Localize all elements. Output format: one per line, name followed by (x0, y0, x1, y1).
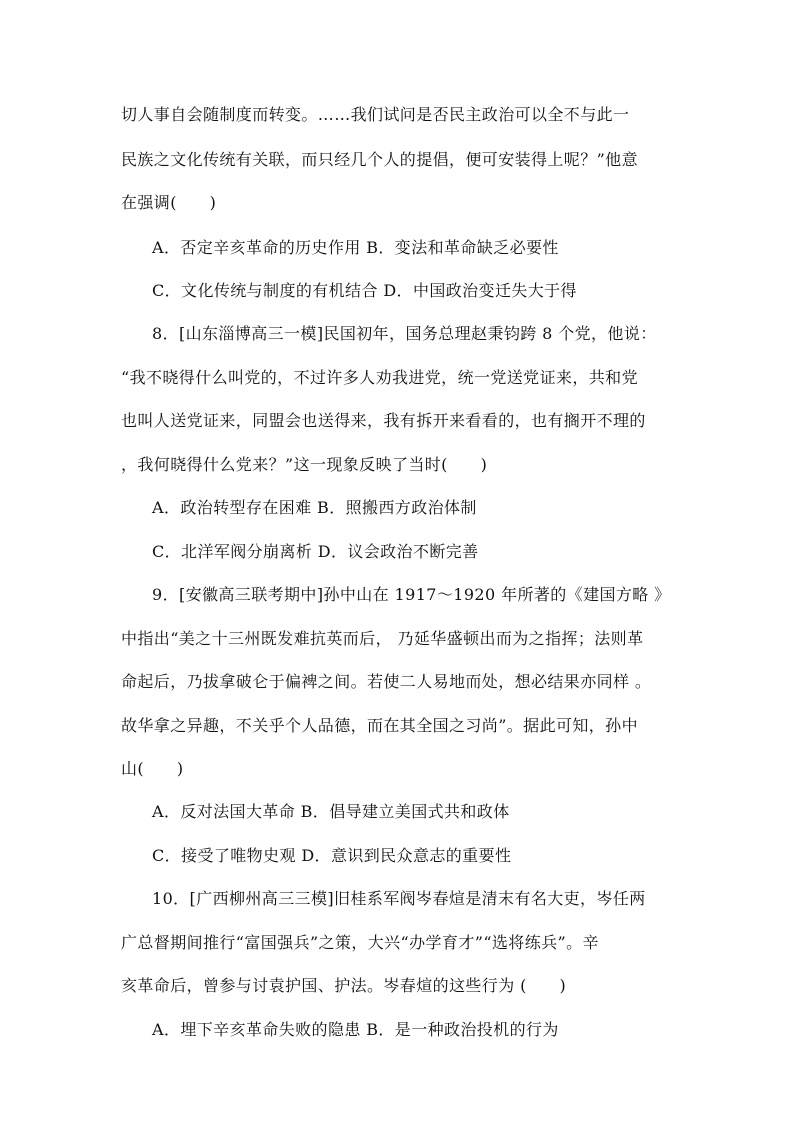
question-7-text-line-1: 切人事自会随制度而转变。……我们试问是否民主政治可以全不与此一 (121, 105, 630, 124)
question-7-text-line-2: 民族之文化传统有关联，而只经几个人的提倡，便可安装得上呢？”他意 (121, 150, 638, 169)
question-10-text-line-3: 亥革命后，曾参与讨袁护国、护法。岑春煊的这些行为 ( ) (121, 976, 567, 995)
question-9-text-line-5: 山( ) (121, 759, 184, 778)
question-8-text-line-1: 8．[山东淄博高三一模]民国初年，国务总理赵秉钧跨 8 个党，他说： (152, 324, 657, 343)
question-8-text-line-2: “我不晓得什么叫党的，不过许多人劝我进党，统一党送党证来，共和党 (121, 368, 638, 387)
question-8-options-cd: C．北洋军阀分崩离析 D．议会政治不断完善 (152, 542, 479, 561)
question-8-text-line-3: 也叫人送党证来，同盟会也送得来，我有拆开来看看的，也有搁开不理的 (121, 411, 646, 430)
question-8-options-ab: A．政治转型存在困难 B．照搬西方政治体制 (152, 498, 477, 517)
question-10-text-line-1: 10．[广西柳州高三三模]旧桂系军阀岑春煊是清末有名大吏，岑任两 (152, 889, 646, 908)
question-9-options-ab: A．反对法国大革命 B．倡导建立美国式共和政体 (152, 802, 510, 821)
question-9-text-line-2: 中指出“美之十三州既发难抗英而后， 乃延华盛顿出而为之指挥；法则革 (121, 629, 644, 648)
question-9-text-line-1: 9．[安徽高三联考期中]孙中山在 1917～1920 年所著的《建国方略 》 (152, 585, 671, 604)
question-7-options-ab: A．否定辛亥革命的历史作用 B．变法和革命缺乏必要性 (152, 238, 559, 257)
question-9-text-line-3: 命起后，乃拔拿破仑于偏裨之间。若使二人易地而处，想必结果亦同样 。 (121, 672, 652, 691)
question-10-options-ab: A．埋下辛亥革命失败的隐患 B．是一种政治投机的行为 (152, 1020, 559, 1039)
question-7-text-line-3: 在强调( ) (121, 193, 217, 212)
question-7-options-cd: C．文化传统与制度的有机结合 D．中国政治变迁失大于得 (152, 281, 577, 300)
question-8-text-line-4: ，我何晓得什么党来？”这一现象反映了当时( ) (121, 455, 488, 474)
question-9-text-line-4: 故华拿之异趣，不关乎个人品德，而在其全国之习尚”。据此可知，孙中 (121, 716, 638, 735)
question-10-text-line-2: 广总督期间推行“富国强兵”之策，大兴“办学育才”“选将练兵”。辛 (121, 933, 599, 952)
question-9-options-cd: C．接受了唯物史观 D．意识到民众意志的重要性 (152, 846, 512, 865)
